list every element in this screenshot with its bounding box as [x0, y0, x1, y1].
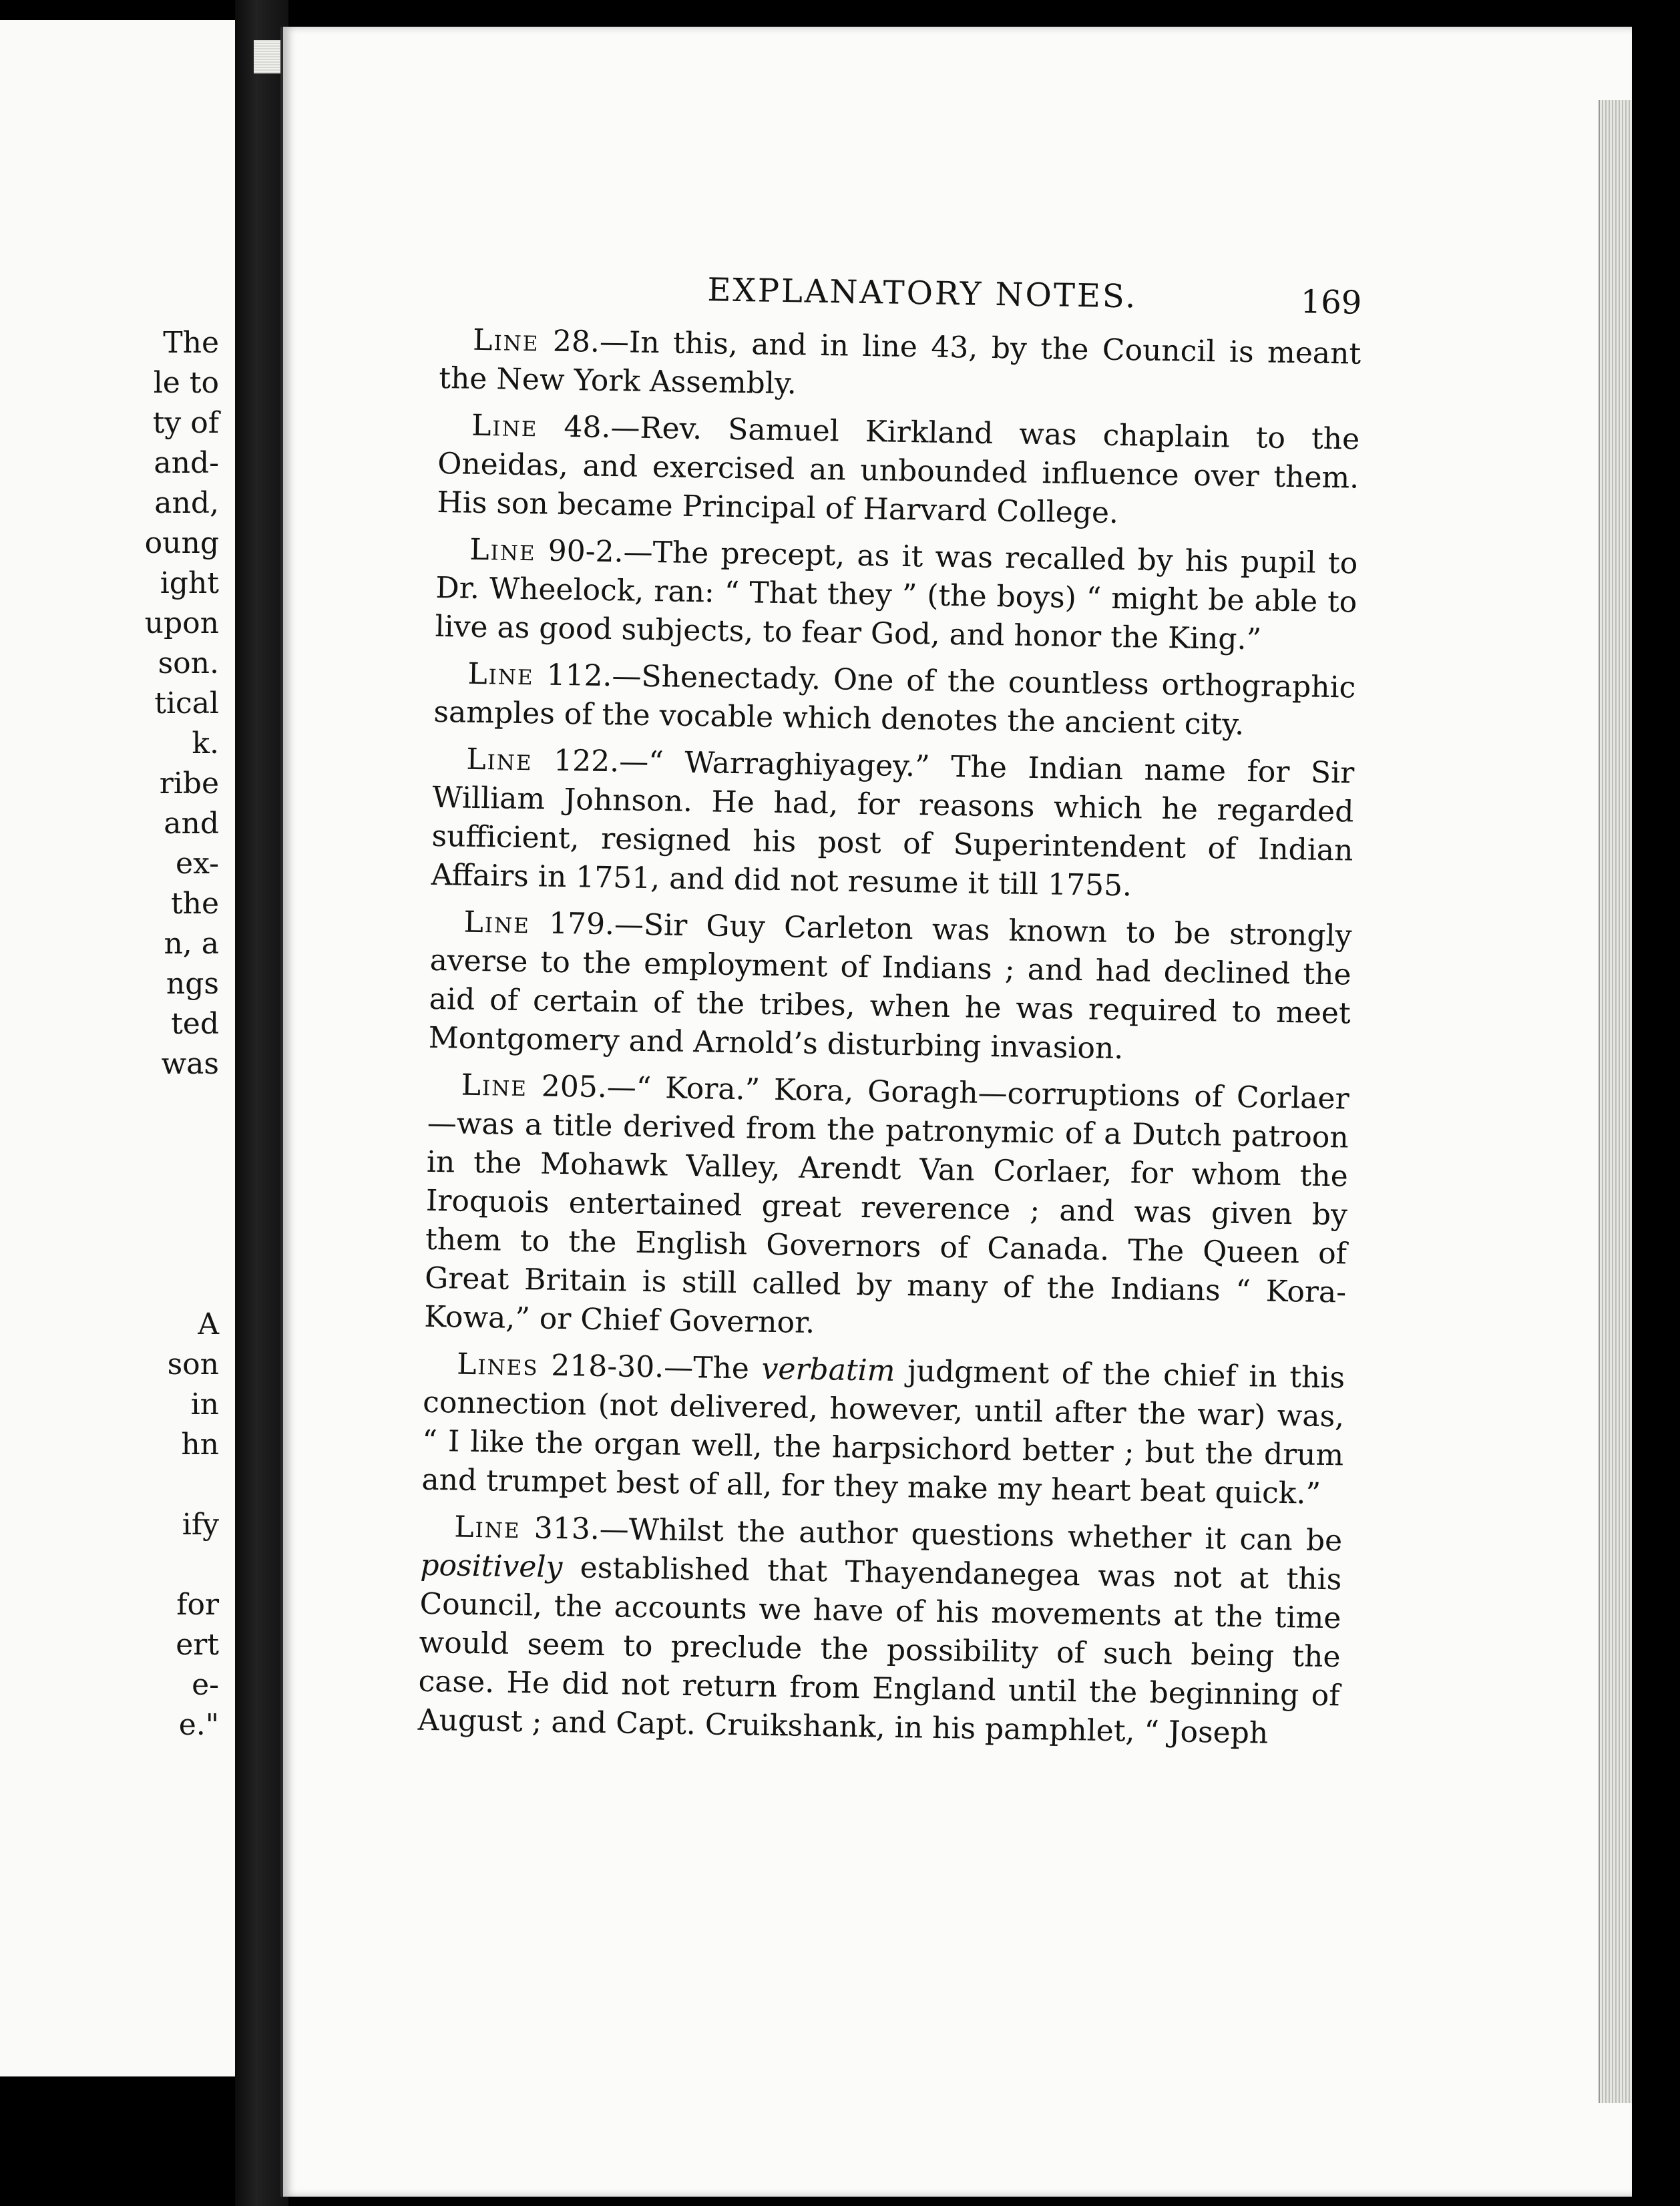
note-ref: 179.: [548, 906, 615, 942]
note-label: Lines: [456, 1347, 540, 1383]
note-ref: 112.: [546, 658, 612, 694]
note-line-122: [431, 740, 1354, 909]
left-page-text: The: [163, 326, 219, 360]
note-ref: 48.: [564, 409, 611, 445]
note-text: —In this, and in line 43, by the Council is meant the New York Assembly.: [438, 324, 1361, 401]
page-content: [417, 267, 1362, 1762]
note-label: Line: [467, 656, 535, 692]
left-page-text: upon: [144, 606, 219, 640]
left-page-text: A: [198, 1307, 219, 1341]
left-page-text: ty of: [152, 406, 219, 440]
running-head-title: EXPLANATORY NOTES.: [707, 271, 1138, 316]
left-page-text: was: [161, 1047, 219, 1081]
note-italic-text: positively: [420, 1548, 563, 1585]
note-label: Line: [466, 742, 534, 778]
note-ref: 218-30.: [550, 1348, 664, 1385]
note-line-313: [417, 1508, 1342, 1755]
left-page-text: ify: [182, 1508, 219, 1542]
page-number: 169: [1300, 283, 1362, 322]
note-line-28: [439, 320, 1361, 413]
note-ref: 122.: [553, 743, 620, 779]
note-text: —Sir Guy Carleton was known to be strongly averse to the employment of Indians ; and had declined the aid of certain of the tribes, when he was required to meet Montgomery and Arnold’s disturbing invasion.: [428, 907, 1352, 1066]
note-line-112: [433, 654, 1356, 746]
note-text: —“ Warraghiyagey.” The Indian name for Sir William Johnson. He had, for reasons which he regarded sufficient, resigned his post of Superintendent of Indian Affairs in 1751, and did not resume it till 1755.: [431, 744, 1355, 903]
left-page-text: in: [190, 1387, 219, 1421]
left-page-text: ex-: [176, 847, 219, 881]
note-italic-text: verbatim: [761, 1351, 895, 1388]
left-page-text: ert: [176, 1628, 219, 1662]
left-page-text: e-: [192, 1668, 219, 1702]
note-line-205: [424, 1066, 1349, 1351]
note-label: Line: [463, 905, 531, 941]
note-text: —Shenectady. One of the countless orthographic samples of the vocable which denotes the ancient city.: [433, 659, 1356, 742]
note-text: —“ Kora.” Kora, Goragh—corruptions of Corlaer—was a title derived from the patronymic of a Dutch patroon in the Mohawk Valley, Arendt Van Corlaer, for whom the Iroquois entertained great reverence ; and was given by them to the English Governors of Canada. The Queen of Great Britain is still called by many of the Indians “ Kora-Kowa,” or Chief Governor.: [423, 1070, 1349, 1340]
left-page-text: oung: [144, 526, 219, 560]
left-page-text: ight: [160, 566, 219, 600]
note-ref: 205.: [541, 1069, 608, 1105]
note-text: —Whilst the author questions whether it can be: [599, 1512, 1343, 1558]
left-page-text: ngs: [166, 967, 219, 1001]
left-page-text: hn: [181, 1427, 219, 1462]
note-line-90-2: [435, 530, 1358, 661]
note-text: —Rev. Samuel Kirkland was chaplain to the Oneidas, and exercised an unbounded influence over them. His son became Principal of Harvard College.: [437, 411, 1360, 530]
note-text: established that Thayendanegea was not at this Council, the accounts we have of his movements at the time would seem to preclude the possibility of such being the case. He did not return from England until the beginning of August ; and Capt. Cruikshank, in his pamphlet, “ Joseph: [417, 1550, 1342, 1751]
note-label: Line: [472, 322, 540, 359]
left-page-fragment: [0, 20, 239, 2076]
note-lines-218-30: [421, 1345, 1345, 1514]
note-ref: 28.: [552, 324, 600, 359]
note-label: Line: [471, 408, 538, 444]
left-page-text: tical: [154, 686, 219, 720]
left-page-text: and,: [154, 486, 219, 520]
note-line-179: [428, 903, 1351, 1072]
left-page-text: son: [167, 1347, 219, 1381]
left-page-text: son.: [158, 646, 219, 680]
note-text: —The precept, as it was recalled by his pupil to Dr. Wheelock, ran: “ That they ” (the boys) “ might be able to live as good subjects, to fear God, and honor the King.”: [435, 535, 1358, 657]
note-ref: 90-2.: [548, 533, 624, 570]
note-line-48: [437, 406, 1360, 537]
note-ref: 313.: [534, 1511, 600, 1546]
note-text: judgment of the chief in this connection (not delivered, however, until after the war) was, “ I like the organ well, the harpsichord better ; but the drum and trumpet best of all, for they make my heart beat quick.”: [421, 1353, 1345, 1511]
left-page-text: e.": [178, 1708, 219, 1742]
left-page-text: n, a: [164, 927, 219, 961]
left-page-text: ribe: [159, 766, 219, 801]
left-page-text: for: [176, 1588, 219, 1622]
left-page-text: the: [170, 887, 219, 921]
left-page-text: ted: [171, 1007, 219, 1041]
note-label: Line: [469, 532, 536, 568]
left-page-text: le to: [153, 366, 219, 400]
note-text: —The: [663, 1350, 763, 1386]
note-label: Line: [453, 1510, 521, 1546]
left-page-text: and: [164, 807, 219, 841]
left-page-text: and-: [154, 446, 219, 480]
page-stack-side-edge: [1599, 100, 1632, 2103]
note-label: Line: [461, 1068, 528, 1104]
left-page-text: k.: [192, 726, 219, 760]
